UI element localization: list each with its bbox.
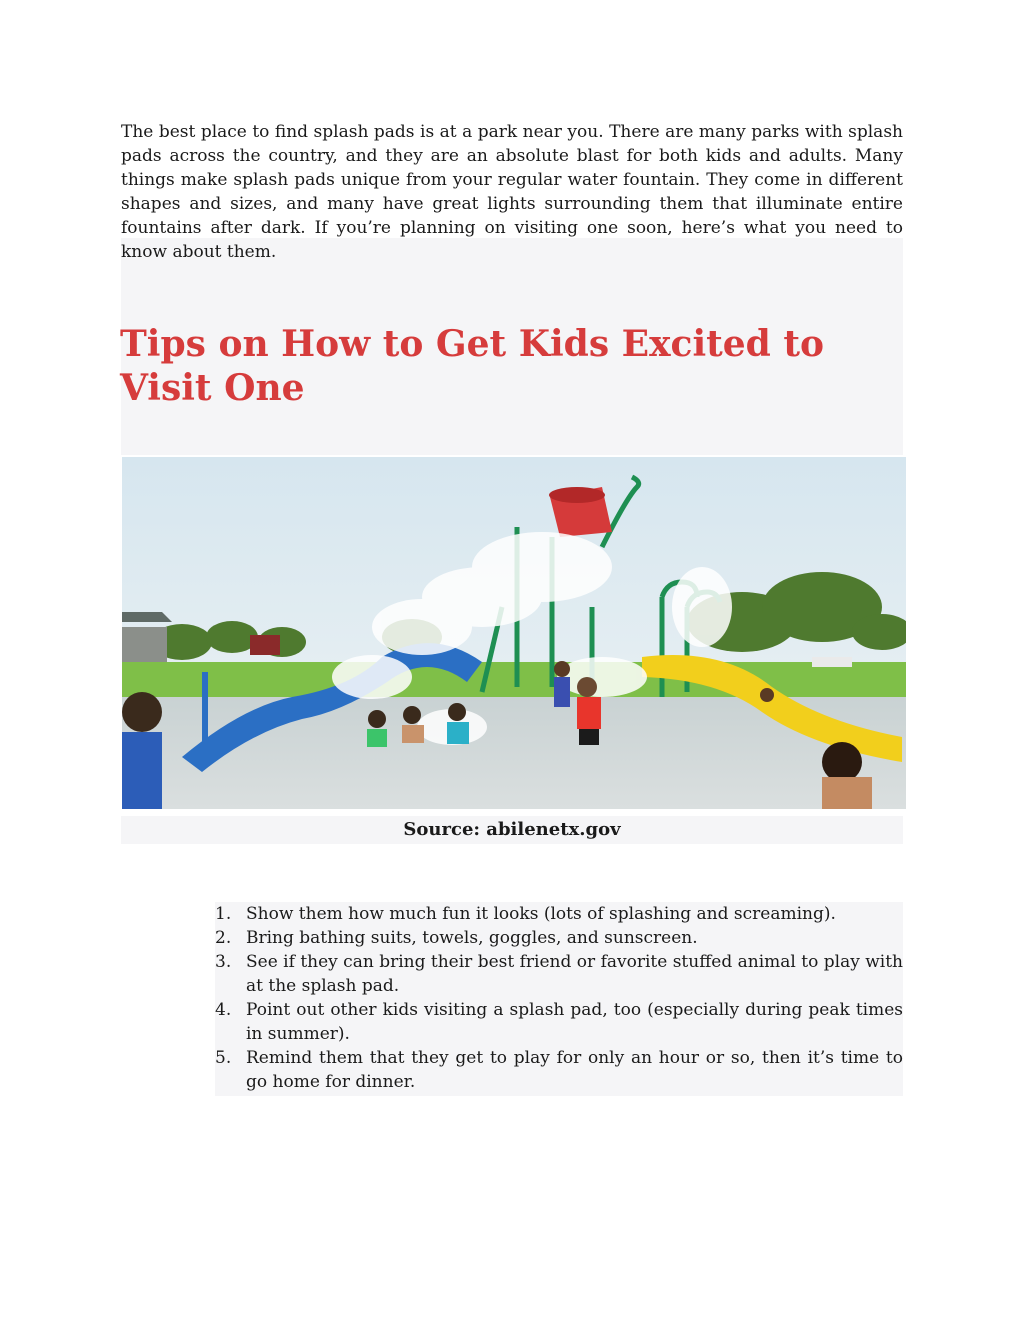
list-item-text: Point out other kids visiting a splash pad, too (especially during peak times in summer). [246, 1000, 903, 1044]
list-item-number: 2. [215, 928, 232, 948]
list-item-number: 4. [215, 1000, 232, 1020]
list-item-number: 1. [215, 904, 232, 924]
list-item-text: Bring bathing suits, towels, goggles, and sunscreen. [246, 928, 698, 948]
list-item [215, 902, 903, 926]
list-item [215, 1046, 903, 1094]
section-heading: Tips on How to Get Kids Excited to Visit One [120, 323, 825, 409]
list-item [215, 926, 903, 950]
list-item-text: Remind them that they get to play for only an hour or so, then it’s time to go home for dinner. [246, 1048, 903, 1092]
image-source-caption: Source: abilenetx.gov [403, 819, 621, 840]
tips-list [215, 902, 903, 1094]
list-item-number: 3. [215, 952, 232, 972]
list-item [215, 998, 903, 1046]
intro-paragraph: The best place to find splash pads is at a park near you. There are many parks with splash pads across the country, and they are an absolute blast for both kids and adults. Many things make splash pads unique from your regular water fountain. They come in different shapes and sizes, and many have great lights surrounding them that illuminate entire fountains after dark. If you’re planning on visiting one soon, here’s what you need to know about them. [121, 122, 903, 262]
list-item-text: See if they can bring their best friend or favorite stuffed animal to play with at the splash pad. [246, 952, 903, 996]
splash-pad-photo [122, 457, 906, 809]
list-item-text: Show them how much fun it looks (lots of splashing and screaming). [246, 904, 836, 924]
list-item [215, 950, 903, 998]
list-item-number: 5. [215, 1048, 232, 1068]
